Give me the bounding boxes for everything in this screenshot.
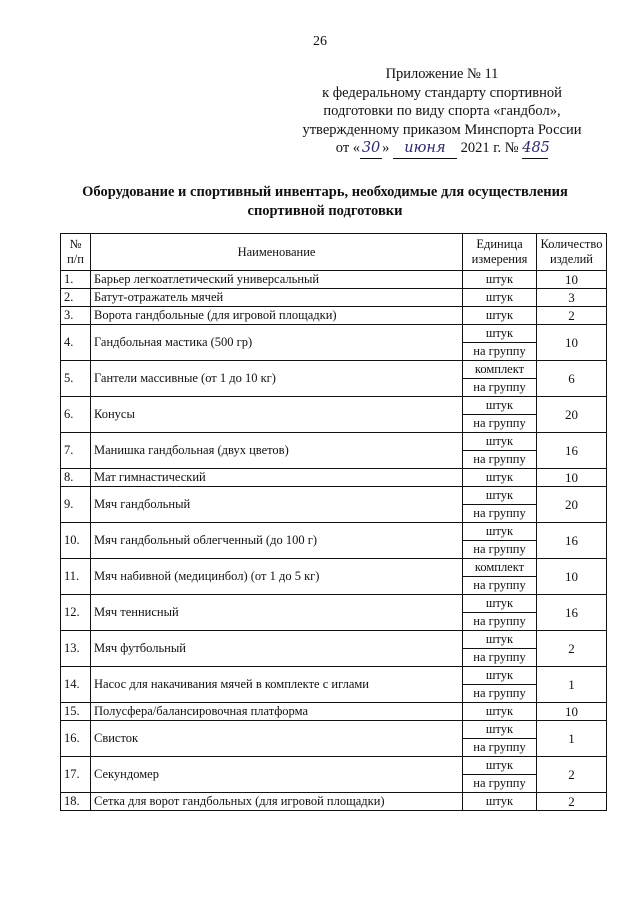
table-row <box>61 271 607 289</box>
row-unit: штук <box>463 325 537 343</box>
row-name: Сетка для ворот гандбольных (для игровой площадки) <box>91 793 463 811</box>
row-quantity: 1 <box>537 667 607 703</box>
row-unit: комплект <box>463 361 537 379</box>
row-quantity: 2 <box>537 631 607 667</box>
row-number: 1. <box>61 271 91 289</box>
row-name: Мяч набивной (медицинбол) (от 1 до 5 кг) <box>91 559 463 595</box>
row-unit: штук <box>463 271 537 289</box>
row-name: Мяч гандбольный облегченный (до 100 г) <box>91 523 463 559</box>
row-number: 5. <box>61 361 91 397</box>
row-name: Манишка гандбольная (двух цветов) <box>91 433 463 469</box>
table-row <box>61 487 607 505</box>
row-quantity: 10 <box>537 703 607 721</box>
appendix-block <box>282 65 602 159</box>
appendix-title: Приложение № 11 <box>385 66 499 82</box>
table-row <box>61 397 607 415</box>
row-unit: штук <box>463 487 537 505</box>
row-name: Ворота гандбольные (для игровой площадки) <box>91 307 463 325</box>
row-unit-per-group: на группу <box>463 379 537 397</box>
table-row <box>61 667 607 685</box>
row-number: 18. <box>61 793 91 811</box>
row-number: 14. <box>61 667 91 703</box>
row-quantity: 3 <box>537 289 607 307</box>
row-unit-per-group: на группу <box>463 577 537 595</box>
row-name: Мяч гандбольный <box>91 487 463 523</box>
date-mid: » <box>382 140 393 156</box>
table-body <box>61 271 607 811</box>
row-name: Насос для накачивания мячей в комплекте с иглами <box>91 667 463 703</box>
row-quantity: 16 <box>537 433 607 469</box>
row-unit: штук <box>463 433 537 451</box>
date-year-text: 2021 г. № <box>460 140 519 156</box>
row-name: Мяч теннисный <box>91 595 463 631</box>
row-unit-per-group: на группу <box>463 451 537 469</box>
row-quantity: 10 <box>537 469 607 487</box>
row-number: 2. <box>61 289 91 307</box>
appendix-line-2: к федеральному стандарту спортивной <box>322 84 562 101</box>
table-row <box>61 289 607 307</box>
row-name: Свисток <box>91 721 463 757</box>
document-title-line-2: спортивной подготовки <box>247 203 403 219</box>
row-quantity: 2 <box>537 757 607 793</box>
document-title-line-1: Оборудование и спортивный инвентарь, необходимые для осуществления <box>82 184 568 200</box>
table-row <box>61 757 607 775</box>
row-unit-per-group: на группу <box>463 541 537 559</box>
row-name: Барьер легкоатлетический универсальный <box>91 271 463 289</box>
order-number-handwritten: 485 <box>522 139 548 159</box>
row-number: 11. <box>61 559 91 595</box>
row-number: 12. <box>61 595 91 631</box>
row-unit: штук <box>463 757 537 775</box>
row-unit-per-group: на группу <box>463 505 537 523</box>
row-name: Мат гимнастический <box>91 469 463 487</box>
row-unit-per-group: на группу <box>463 649 537 667</box>
row-number: 6. <box>61 397 91 433</box>
row-name: Гантели массивные (от 1 до 10 кг) <box>91 361 463 397</box>
row-name: Полусфера/балансировочная платформа <box>91 703 463 721</box>
row-number: 15. <box>61 703 91 721</box>
row-unit: штук <box>463 469 537 487</box>
row-number: 3. <box>61 307 91 325</box>
row-number: 7. <box>61 433 91 469</box>
document-title <box>40 183 610 221</box>
row-name: Батут-отражатель мячей <box>91 289 463 307</box>
equipment-table <box>60 233 607 811</box>
row-unit-per-group: на группу <box>463 343 537 361</box>
row-number: 4. <box>61 325 91 361</box>
table-row <box>61 703 607 721</box>
row-unit-per-group: на группу <box>463 685 537 703</box>
page-number: 26 <box>313 34 327 49</box>
row-quantity: 16 <box>537 595 607 631</box>
row-unit: штук <box>463 523 537 541</box>
row-number: 8. <box>61 469 91 487</box>
row-unit: штук <box>463 307 537 325</box>
row-number: 17. <box>61 757 91 793</box>
row-number: 9. <box>61 487 91 523</box>
row-name: Конусы <box>91 397 463 433</box>
date-month-handwritten: июня <box>393 139 457 159</box>
table-row <box>61 631 607 649</box>
table-row <box>61 793 607 811</box>
row-unit: штук <box>463 793 537 811</box>
table-row <box>61 721 607 739</box>
row-quantity: 10 <box>537 325 607 361</box>
row-name: Мяч футбольный <box>91 631 463 667</box>
row-unit-per-group: на группу <box>463 739 537 757</box>
row-unit: штук <box>463 289 537 307</box>
row-unit-per-group: на группу <box>463 415 537 433</box>
appendix-date-line <box>282 139 602 159</box>
row-unit: штук <box>463 631 537 649</box>
header-name: Наименование <box>91 234 463 271</box>
table-row <box>61 361 607 379</box>
row-name: Секундомер <box>91 757 463 793</box>
row-quantity: 16 <box>537 523 607 559</box>
table-row <box>61 469 607 487</box>
row-unit: штук <box>463 397 537 415</box>
row-quantity: 10 <box>537 559 607 595</box>
row-name: Гандбольная мастика (500 гр) <box>91 325 463 361</box>
row-unit: штук <box>463 595 537 613</box>
row-unit: комплект <box>463 559 537 577</box>
table-row <box>61 433 607 451</box>
header-num: № п/п <box>61 234 91 271</box>
table-header-row <box>61 234 607 271</box>
table-row <box>61 523 607 541</box>
row-number: 10. <box>61 523 91 559</box>
row-unit-per-group: на группу <box>463 613 537 631</box>
row-quantity: 6 <box>537 361 607 397</box>
row-unit: штук <box>463 667 537 685</box>
row-quantity: 10 <box>537 271 607 289</box>
row-unit: штук <box>463 703 537 721</box>
header-qty: Количество изделий <box>537 234 607 271</box>
header-unit: Единица измерения <box>463 234 537 271</box>
table-row <box>61 595 607 613</box>
row-quantity: 2 <box>537 793 607 811</box>
appendix-line-3: подготовки по виду спорта «гандбол», <box>323 103 561 119</box>
table-row <box>61 559 607 577</box>
row-unit: штук <box>463 721 537 739</box>
row-quantity: 20 <box>537 397 607 433</box>
row-quantity: 20 <box>537 487 607 523</box>
row-number: 13. <box>61 631 91 667</box>
row-unit-per-group: на группу <box>463 775 537 793</box>
row-quantity: 2 <box>537 307 607 325</box>
appendix-line-4: утвержденному приказом Минспорта России <box>302 121 582 138</box>
row-number: 16. <box>61 721 91 757</box>
row-quantity: 1 <box>537 721 607 757</box>
date-day-handwritten: 30 <box>360 139 382 159</box>
table-row <box>61 307 607 325</box>
table-row <box>61 325 607 343</box>
date-prefix: от « <box>335 140 361 156</box>
